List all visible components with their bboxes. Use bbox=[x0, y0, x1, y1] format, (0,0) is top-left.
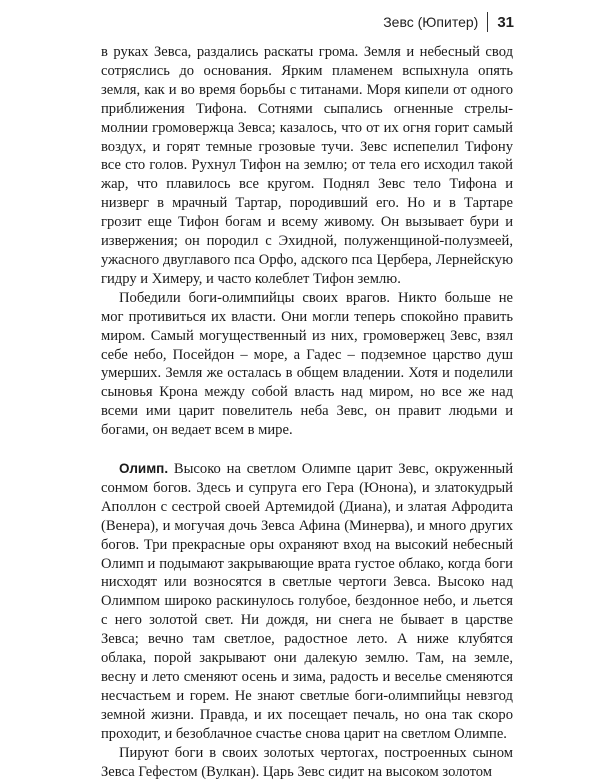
section-heading-olympus: Олимп. bbox=[119, 461, 169, 477]
paragraph-olympus-text: Высоко на светлом Олимпе царит Зевс, окруженный сонмом богов. Здесь и супруга его Гера (Юнона), и златокудрый Аполлон с сестрой своей Артемидой (Диана), и златая Афродита (Венера), и могучая дочь Зевса Афина (Минерва), и много других богов. Три прекрасные оры охраняют вход на высокий небесный Олимп и подымают закрывающие врата густое облако, когда боги нисходят или возносятся в светлые чертоги Зевса. Высоко над Олимпом широко раскинулось голубое, бездонное небо, и льется с него золотой свет. Ни дождя, ни снега не бывает в царстве Зевса; вечно там светлое, радостное лето. А ниже клубятся облака, порой закрывают они далекую землю. Там, на земле, весну и лето сменяют осень и зима, радость и веселье сменяются несчастьем и горем. Не знают светлые боги-олимпийцы невзгод земной жизни. Правда, и их посещает печаль, но она так скоро проходит, и безоблачное счастье снова царит на светлом Олимпе. bbox=[101, 461, 513, 742]
running-head-title: Зевс (Юпитер) bbox=[383, 14, 479, 30]
running-head bbox=[383, 11, 514, 33]
paragraph-olympus bbox=[101, 460, 513, 744]
paragraph-feast: Пируют боги в своих золотых чертогах, построенных сыном Зевса Гефестом (Вулкан). Царь Зевс сидит на высоком золотом bbox=[101, 744, 513, 780]
text-body bbox=[101, 43, 513, 781]
paragraph-victory: Победили боги-олимпийцы своих врагов. Никто больше не мог противиться их власти. Они могли теперь спокойно править миром. Самый могущественный из них, громовержец Зевс, взял себе небо, Посейдон – море, а Гадес – подземное царство душ умерших. Земля же осталась в общем владении. Хотя и поделили сыновья Крона между собой власть над миром, но все же над всеми ими царит повелитель неба Зевс, он правит людьми и богами, он ведает всем в мире. bbox=[101, 289, 513, 439]
page-number: 31 bbox=[497, 13, 514, 31]
paragraph-continuation: в руках Зевса, раздались раскаты грома. Земля и небесный свод сотряслись до основания. Ярким пламенем вспыхнула опять земля, как и во время борьбы с титанами. Моря кипели от одного приближения Тифона. Сотнями сыпались огненные стрелы-молнии громовержца Зевса; казалось, что от их огня горит самый воздух, и горят темные грозовые тучи. Зевс испепелил Тифону все сто голов. Рухнул Тифон на землю; от тела его исходил такой жар, что плавилось все кругом. Поднял Зевс тело Тифона и низверг в мрачный Тартар, породивший его. Но и в Тартаре грозит еще Тифон богам и всему живому. Он вызывает бури и извержения; он породил с Эхидной, полуженщиной-полузмеей, ужасного двуглавого пса Орфо, адского пса Цербера, Лернейскую гидру и Химеру, и часто колеблет Тифон землю. bbox=[101, 44, 513, 287]
